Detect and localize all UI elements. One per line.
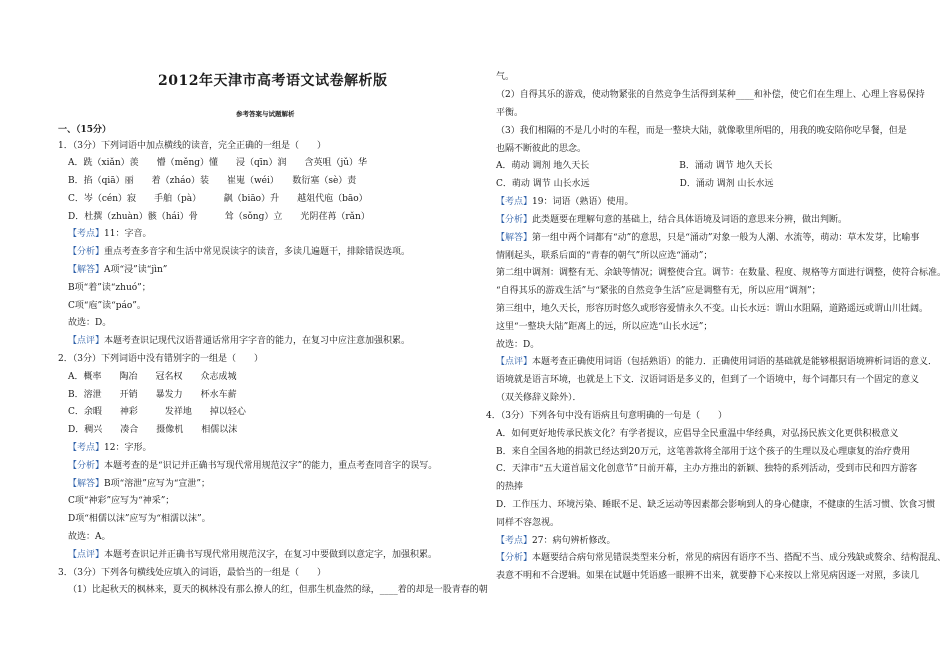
q2-option-b: B．溶泄 开销 暴发力 杯水车薪: [68, 390, 237, 400]
q3-kaodian: 【考点】19：词语（熟语）使用。: [496, 197, 634, 207]
q3-answer-4: “自得其乐的游戏生活”与“紧张的自然竞争生活”应是调整有无，所以应用“调剂”；: [496, 286, 821, 296]
q3-sentence-1: （1）比起秋天的枫林来，夏天的枫林没有那么撩人的红，但那生机盎然的绿，____着的却是一股青春的朝: [68, 585, 488, 595]
q1-comment: 【点评】本题考查识记现代汉语普通话常用字字音的能力，在复习中应注意加强积累。: [68, 336, 411, 346]
q3-comment-3: （双关修辞义除外）．: [496, 393, 582, 403]
q4-option-b: B．来自全国各地的捐款已经达到20万元，这笔善款将全部用于这个孩子的生理以及心理康复的治疗费用: [496, 447, 911, 457]
q2-choice: 故选：A。: [68, 532, 111, 542]
question-1-stem: 1．（3分）下列词语中加点横线的读音，完全正确的一组是（ ）: [58, 141, 326, 151]
q1-kaodian: 【考点】11：字音。: [68, 229, 152, 239]
q2-answer-d: D项“相儒以沫”应写为“相濡以沫”。: [68, 514, 211, 524]
q1-option-d: D．杜撰（zhuàn）骸（hái）骨 耸（sǒng）立 光阴荏苒（rǎn）: [68, 212, 370, 222]
q3-answer-3: 第二组中调剂：调整有无、余缺等情况；调整使合宜。调节：在数量、程度、规格等方面进行调整，使符合标准。: [496, 268, 947, 278]
q1-answer: 【解答】A项“浸”读“jìn”: [68, 265, 168, 275]
q1-option-a: A．跣（xiǎn）羡 懵（měng）懂 浸（qīn）润 含英咀（jǔ）华: [68, 158, 368, 168]
q4-option-c: C．天津市“五大道首届文化创意节”日前开幕，主办方推出的新颖、独特的系列活动，受到市民和四方游客: [496, 464, 918, 474]
q1-choice: 故选：D。: [68, 318, 112, 328]
q2-option-a: A．概率 陶冶 冠名权 众志成城: [68, 372, 237, 382]
q1-option-c: C．岑（cén）寂 手舶（pà） 飙（biāo）升 越俎代庖（bāo）: [68, 194, 368, 204]
q1-answer-c: C项“庖”读“páo”。: [68, 301, 146, 311]
q3-answer-2: 情刚起头，联系后面的“青春的朝气”所以应选“涌动”；: [496, 251, 713, 261]
q3-sentence-3: （3）我们相隔的不是几小时的车程，而是一整块大陆，就像歌里所唱的，用我的晚安陪你吃早餐，但是: [496, 126, 907, 136]
q3-answer-6: 这里“一整块大陆”距离上的远，所以应选“山长水远”；: [496, 322, 713, 332]
q3-options-cd: C．萌动 调节 山长水远 D．涌动 调剂 山长水远: [496, 179, 774, 189]
question-4-stem: 4．（3分）下列各句中没有语病且句意明确的一句是（ ）: [486, 411, 727, 421]
q4-option-c-end: 的热捧: [496, 482, 524, 492]
q4-option-a: A．如何更好地传承民族文化？有学者提议，应倡导全民重温中华经典，对弘扬民族文化更供积极意义: [496, 429, 899, 439]
q2-option-c: C．余暇 神彩 发祥地 掉以轻心: [68, 407, 246, 417]
q2-option-d: D．稠兴 凑合 摄像机 相儒以沫: [68, 425, 238, 435]
q4-option-d: D．工作压力、环境污染、睡眠不足、缺乏运动等因素都会影响到人的身心健康，不健康的生活习惯、饮食习惯: [496, 500, 936, 510]
q4-analysis-1: 【分析】本题要结合病句常见错误类型来分析，常见的病因有语序不当、搭配不当、成分残缺或赘余、结构混乱、: [496, 553, 947, 563]
q2-analysis: 【分析】本题考查的是“识记并正确书写现代常用规范汉字”的能力，重点考查同音字的误写。: [68, 461, 438, 471]
q3-comment-2: 语境就是语言环境，也就是上下文．汉语词语是多义的，但到了一个语境中，每个词都只有一个固定的意义: [496, 375, 920, 385]
q3-comment-1: 【点评】本题考查正确使用词语（包括熟语）的能力．正确使用词语的基础就是能够根据语境辨析词语的意义．: [496, 357, 938, 367]
q2-answer: 【解答】B项“溶泄”应写为“宣泄”；: [68, 479, 211, 489]
q4-analysis-2: 表意不明和不合逻辑。如果在试题中凭语感一眼辨不出来，就要静下心来按以上常见病因逐一对照，多读几: [496, 571, 920, 581]
q3-answer-1: 【解答】第一组中两个词都有“动”的意思，只是“涌动”对象一般为人潮、水流等，萌动：草木发芽，比喻事: [496, 233, 920, 243]
q3-choice: 故选：D。: [496, 340, 540, 350]
section-heading: 一、（15分）: [58, 125, 112, 135]
q3-analysis: 【分析】此类题要在理解句意的基础上，结合具体语境及词语的意思来分辨，做出判断。: [496, 215, 848, 225]
q1-analysis: 【分析】重点考查多音字和生活中常见误读字的读音，多读几遍题干，排除错误选项。: [68, 247, 411, 257]
q3-sentence-1-end: 气。: [496, 72, 515, 82]
q3-options-ab: A．萌动 调剂 地久天长 B．涌动 调节 地久天长: [496, 161, 773, 171]
q4-kaodian: 【考点】27：病句辨析修改。: [496, 536, 616, 546]
q2-answer-c: C项“神彩”应写为“神采”；: [68, 496, 175, 506]
question-2-stem: 2．（3分）下列词语中没有错别字的一组是（ ）: [58, 354, 263, 364]
q4-option-d-end: 同样不容忽视。: [496, 518, 560, 528]
page-subtitle: 参考答案与试题解析: [236, 110, 295, 118]
question-3-stem: 3．（3分）下列各句横线处应填入的词语，最恰当的一组是（ ）: [58, 568, 326, 578]
q1-option-b: B．掐（qiā）丽 着（zháo）装 崔嵬（wéi） 数衍塞（sè）责: [68, 176, 357, 186]
q2-kaodian: 【考点】12：字形。: [68, 443, 152, 453]
page-title: 2012年天津市高考语文试卷解析版: [158, 73, 388, 89]
q2-comment: 【点评】本题考查识记并正确书写现代常用规范汉字，在复习中要做到以意定字，加强积累。: [68, 550, 438, 560]
q3-sentence-2-end: 平衡。: [496, 108, 524, 118]
q3-sentence-2: （2）自得其乐的游戏，使动物紧张的自然竞争生活得到某种____和补偿，使它们在生理上、心理上容易保持: [496, 90, 925, 100]
q3-sentence-3-end: 也隔不断彼此的思念。: [496, 144, 587, 154]
q3-answer-5: 第三组中，地久天长，形容历时悠久或形容爱情永久不变。山长水远：谓山水阻隔，道路遥远或谓山川壮阔。: [496, 304, 929, 314]
q1-answer-b: B项“着”读“zhuó”；: [68, 283, 151, 293]
